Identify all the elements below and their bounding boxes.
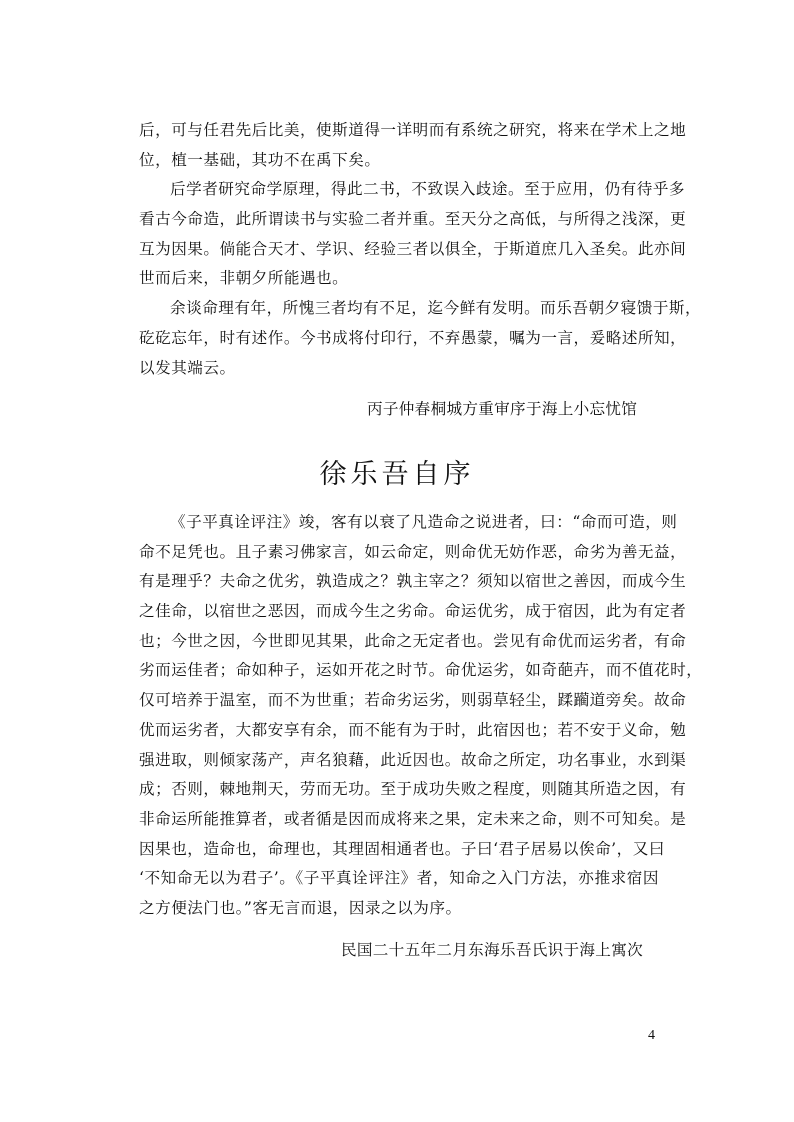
text-line: 之佳命，以宿世之恶因，而成今生之劣命。命运优劣，成于宿因，此为有定者 (139, 602, 687, 621)
text-line: 有是理乎？夫命之优劣，孰造成之？孰主宰之？须知以宿世之善因，而成今生 (139, 572, 687, 591)
text-line: 互为因果。倘能合天才、学识、经验三者以俱全，于斯道庶几入圣矣。此亦间 (139, 239, 687, 258)
text-line: 位，植一基础，其功不在禹下矣。 (139, 150, 381, 169)
text-line: 命不足凭也。且子素习佛家言，如云命定，则命优无妨作恶，命劣为善无益， (139, 542, 687, 561)
text-line: 以发其端云。 (139, 358, 236, 377)
text-line: 矻矻忘年，时有述作。今书成将付印行，不弃愚蒙，嘱为一言，爰略述所知， (139, 328, 687, 347)
text-line: 《子平真诠评注》竣，客有以衰了凡造命之说进者，曰：“命而可造，则 (170, 513, 678, 531)
xu-preface-signature: 民国二十五年二月东海乐吾氏识于海上寓次 (341, 941, 643, 959)
text-line: 仅可培养于温室，而不为世重；若命劣运劣，则弱草轻尘，蹂躏道旁矣。故命 (139, 691, 687, 710)
text-line: 之方便法门也。”客无言而退，因录之以为序。 (139, 898, 462, 917)
preface-signature: 丙子仲春桐城方重审序于海上小忘忧馆 (367, 400, 638, 418)
text-line: 世而后来，非朝夕所能遇也。 (139, 269, 349, 288)
text-line: 强进取，则倾家荡产，声名狼藉，此近因也。故命之所定，功名事业，水到渠 (139, 750, 687, 769)
text-line: ‘不知命无以为君子’。《子平真诠评注》者，知命之入门方法，亦推求宿因 (139, 869, 659, 888)
text-line: 后学者研究命学原理，得此二书，不致误入歧途。至于应用，仍有待乎多 (170, 180, 686, 199)
text-line: 余谈命理有年，所愧三者均有不足，迄今鲜有发明。而乐吾朝夕寝馈于斯， (170, 299, 702, 318)
text-line: 成；否则，棘地荆天，劳而无功。至于成功失败之程度，则随其所造之因，有 (139, 780, 687, 799)
text-line: 也；今世之因，今世即见其果，此命之无定者也。尝见有命优而运劣者，有命 (139, 631, 687, 650)
section-title: 徐乐吾自序 (319, 459, 475, 490)
text-line: 非命运所能推算者，或者循是因而成将来之果，定未来之命，则不可知矣。是 (139, 809, 687, 828)
text-line: 后，可与任君先后比美，使斯道得一详明而有系统之研究，将来在学术上之地 (139, 121, 687, 139)
preface-continuation (139, 116, 702, 383)
xu-preface-body (139, 508, 703, 924)
page-number: 4 (648, 1028, 655, 1043)
text-line: 看古今命造，此所谓读书与实验二者并重。至天分之高低，与所得之浅深，更 (139, 210, 687, 229)
text-line: 优而运劣者，大都安享有余，而不能有为于时，此宿因也；若不安于义命，勉 (139, 720, 687, 739)
text-line: 因果也，造命也，命理也，其理固相通者也。子曰‘君子居易以俟命’，又曰 (139, 839, 665, 858)
text-line: 劣而运佳者；命如种子，运如开花之时节。命优运劣，如奇葩卉，而不值花时， (139, 661, 703, 680)
